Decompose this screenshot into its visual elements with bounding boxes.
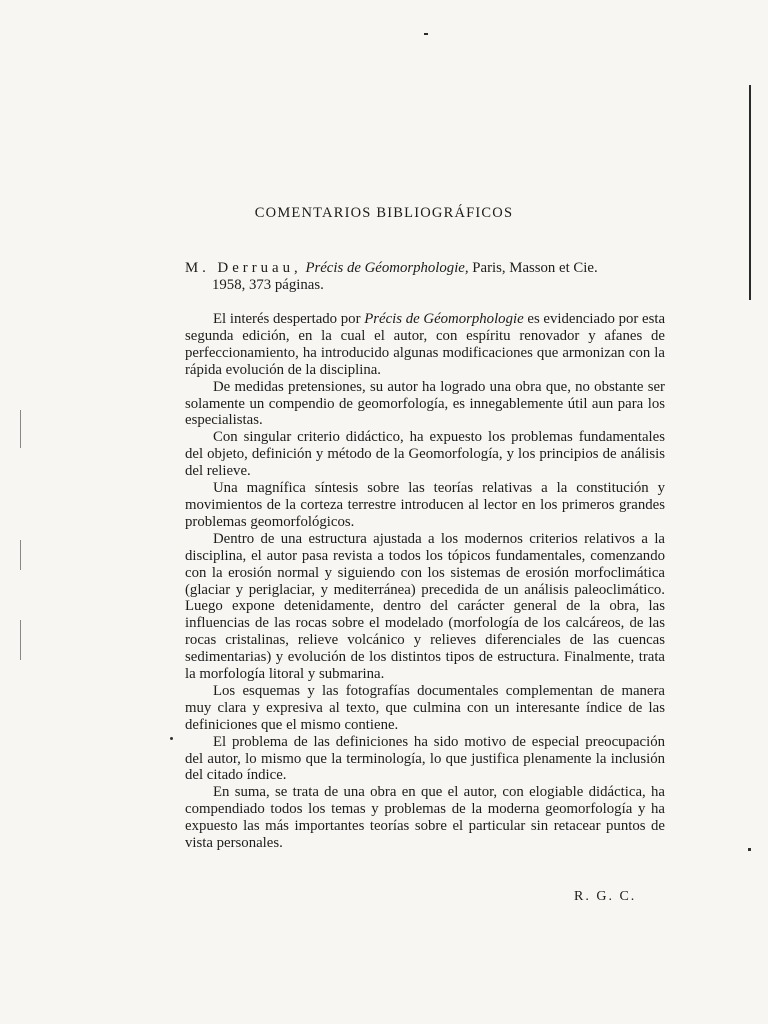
paragraph: De medidas pretensiones, su autor ha logrado una obra que, no obstante ser solamente un compendio de geomorfología, es innegablemente útil aun para los especialistas. [185,378,665,429]
scan-edge-line [749,85,751,300]
scan-mark-top [424,33,428,35]
paragraph: Con singular criterio didáctico, ha expuesto los problemas fundamentales del objeto, definición y método de la Geomorfología, y los principios de análisis del relieve. [185,429,665,480]
reference-author: M. Derruau, [185,260,302,276]
bibliographic-reference [185,260,665,294]
paragraph: Los esquemas y las fotografías documentales complementan de manera muy clara y expresiva al texto, que culmina con un interesante índice de las definiciones que el mismo contiene. [185,682,665,733]
paragraph-text: es evidenciado por esta segunda edición, en la cual el autor, con espíritu renovador y afanes de perfeccionamiento, ha introducido algunas modificaciones que armonizan con la rápida evolución de la disciplina. [185,311,666,378]
paragraph-italic-title: Précis de Géomorphologie [364,311,524,327]
reference-year-pages: 1958, 373 páginas. [212,277,324,293]
scan-mark-left [20,540,21,570]
scan-dot-left [170,737,173,740]
paragraph: El problema de las definiciones ha sido motivo de especial preocupación del autor, lo mismo que la terminología, lo que justifica plenamente la inclusión del citado índice. [185,733,665,784]
paragraph-text: El interés despertado por [213,311,365,327]
scan-mark-left [20,620,21,660]
scan-dot-right [748,848,751,851]
section-heading: COMENTARIOS BIBLIOGRÁFICOS [254,205,514,221]
paragraph [185,311,665,379]
paragraph: En suma, se trata de una obra en que el autor, con elogiable didáctica, ha compendiado todos los temas y problemas de la moderna geomorfología y ha expuesto las más importantes teorías sobre el particular sin retacear puntos de vista personales. [185,784,665,852]
scan-mark-left [20,410,21,448]
reference-title: Précis de Géomorphologie, [305,260,469,276]
paragraph: Dentro de una estructura ajustada a los modernos criterios relativos a la disciplina, el autor pasa revista a todos los tópicos fundamentales, comenzando con la erosión normal y siguiendo con los sistemas de erosión morfoclimática (glaciar y periglaciar, y mediterránea) precedida de un análisis paleoclimático. Luego expone detenidamente, dentro del carácter general de la obra, las influencias de las rocas sobre el modelado (morfología de los calcáreos, de las rocas cristalinas, relieve volcánico y relieves diferenciales de las cuencas sedimentarias) y evolución de los distintos tipos de estructura. Finalmente, trata la morfología litoral y submarina. [185,530,665,683]
review-body [185,311,665,852]
reference-publisher: Paris, Masson et Cie. [472,260,598,276]
paragraph: Una magnífica síntesis sobre las teorías relativas a la constitución y movimientos de la corteza terrestre introducen al lector en los primeros grandes problemas geomorfológicos. [185,480,665,530]
author-initials: R. G. C. [574,889,637,904]
